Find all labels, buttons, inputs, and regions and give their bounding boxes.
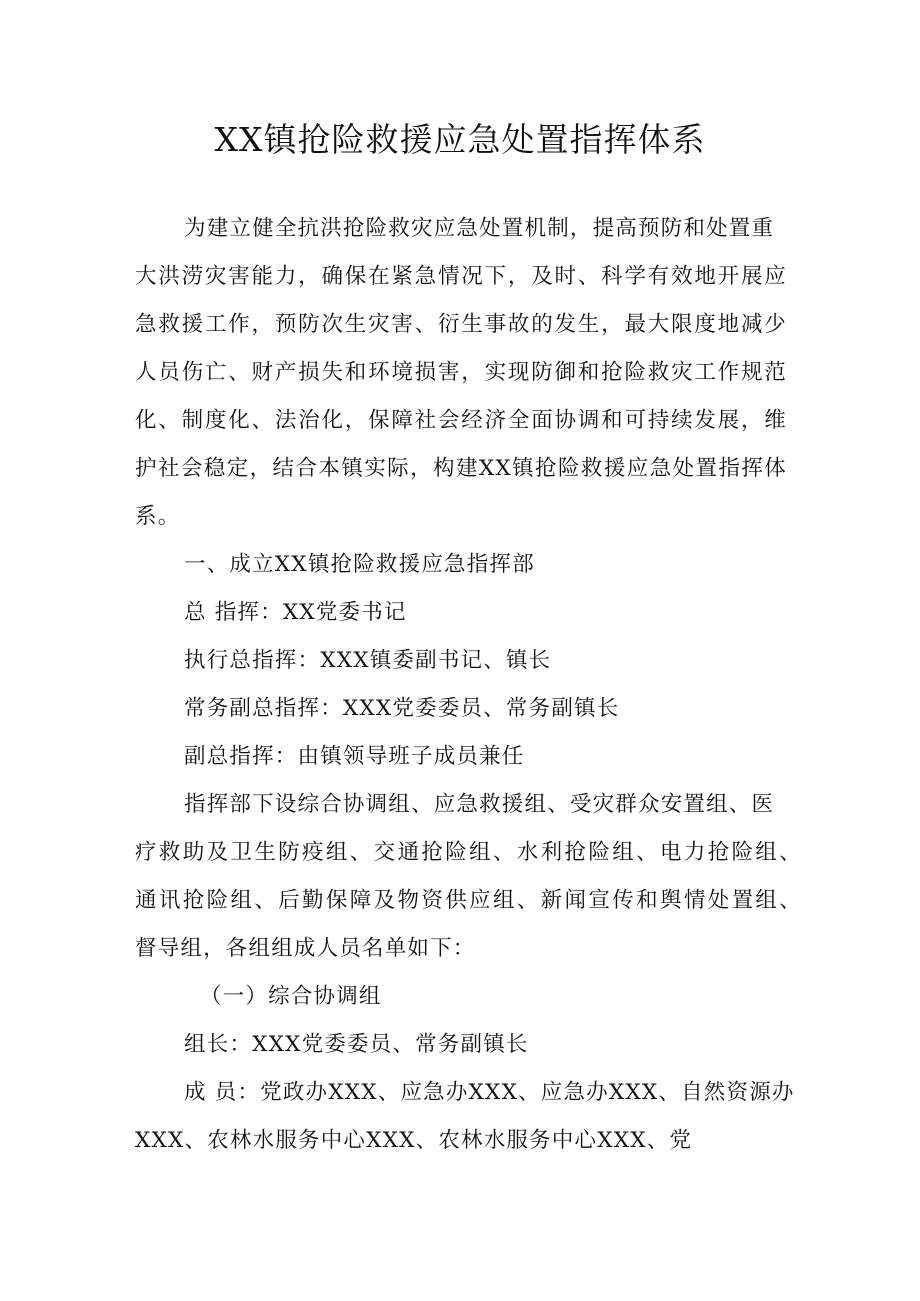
members-line-1: 成 员：党政办XXX、应急办XXX、应急办XXX、自然资源办: [184, 1080, 795, 1105]
groups-line-2: 疗救助及卫生防疫组、交通抢险组、水利抢险组、电力抢险组、: [135, 840, 802, 865]
section-heading: 一、成立XX镇抢险救援应急指挥部: [184, 552, 535, 577]
members-line-2: XXX、农林水服务中心XXX、农林水服务中心XXX、党: [135, 1128, 693, 1153]
intro-line-5: 化、制度化、法治化，保障社会经济全面协调和可持续发展，维: [135, 408, 787, 433]
deputy-commander: 副总指挥：由镇领导班子成员兼任: [184, 744, 525, 769]
document-title: XX镇抢险救援应急处置指挥体系: [214, 120, 706, 159]
executive-commander: 执行总指挥：XXX镇委副书记、镇长: [184, 648, 552, 673]
groups-line-3: 通讯抢险组、后勤保障及物资供应组、新闻宣传和舆情处置组、: [135, 888, 802, 913]
intro-line-1: 为建立健全抗洪抢险救灾应急处置机制，提高预防和处置重: [184, 216, 775, 241]
intro-line-3: 急救援工作，预防次生灾害、衍生事故的发生，最大限度地减少: [135, 312, 787, 337]
group-leader: 组长：XXX党委委员、常务副镇长: [184, 1032, 529, 1057]
intro-line-2: 大洪涝灾害能力，确保在紧急情况下，及时、科学有效地开展应: [135, 264, 787, 289]
standing-deputy-commander: 常务副总指挥：XXX党委委员、常务副镇长: [184, 696, 620, 721]
groups-line-1: 指挥部下设综合协调组、应急救援组、受灾群众安置组、医: [184, 792, 775, 817]
intro-line-4: 人员伤亡、财产损失和环境损害，实现防御和抢险救灾工作规范: [135, 360, 787, 385]
intro-line-6: 护社会稳定，结合本镇实际，构建XX镇抢险救援应急处置指挥体: [135, 456, 787, 481]
chief-commander: 总 指挥：XX党委书记: [184, 600, 407, 625]
intro-line-7: 系。: [135, 504, 181, 529]
groups-line-4: 督导组，各组组成人员名单如下：: [135, 936, 476, 961]
subsection-heading: （一）综合协调组: [200, 984, 382, 1009]
